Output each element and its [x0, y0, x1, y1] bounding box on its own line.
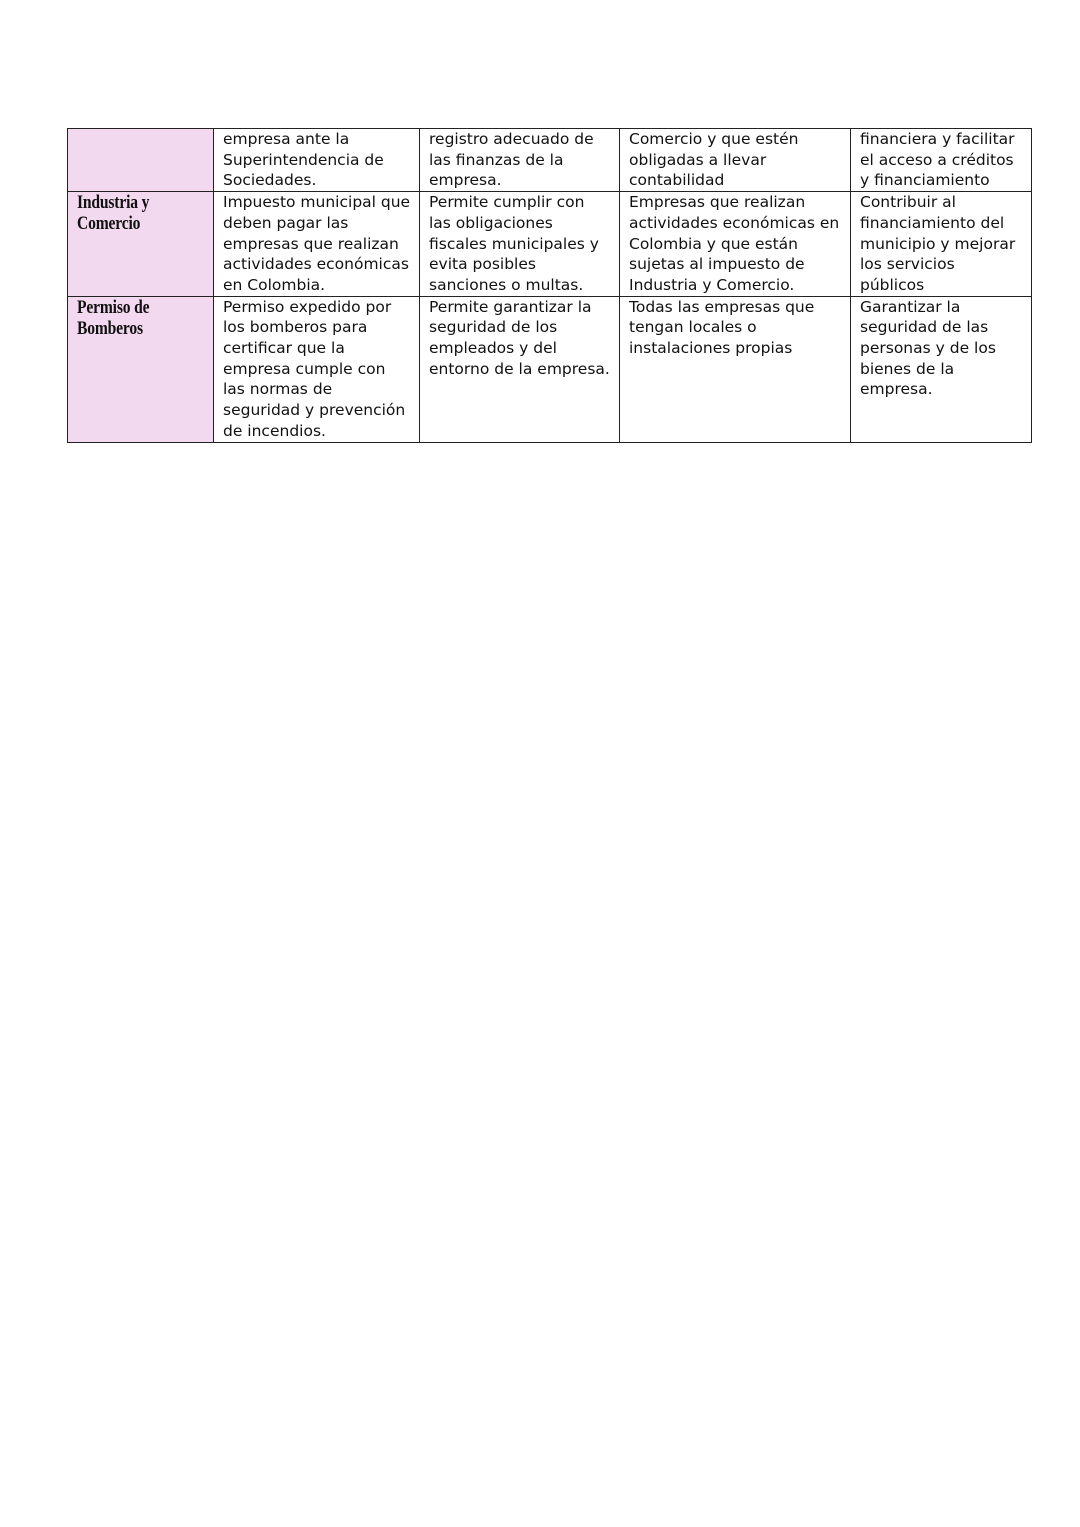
- row-header: [68, 192, 214, 297]
- table-row: [68, 296, 1032, 442]
- table-cell-applies-to: Todas las empresas que tengan locales o instalaciones propias: [620, 296, 851, 442]
- table-row: [68, 192, 1032, 297]
- table-cell-objective: financiera y facilitar el acceso a créditos y financiamiento: [851, 129, 1032, 192]
- table-cell-description: empresa ante la Superintendencia de Sociedades.: [214, 129, 420, 192]
- table-cell-purpose: registro adecuado de las finanzas de la empresa.: [420, 129, 620, 192]
- requirements-table: [67, 128, 1032, 443]
- row-header-label: Industria y Comercio: [77, 192, 150, 235]
- row-header: [68, 129, 214, 192]
- table-cell-purpose: Permite cumplir con las obligaciones fiscales municipales y evita posibles sanciones o multas.: [420, 192, 620, 297]
- table-cell-description: Impuesto municipal que deben pagar las empresas que realizan actividades económicas en Colombia.: [214, 192, 420, 297]
- table-cell-purpose: Permite garantizar la seguridad de los empleados y del entorno de la empresa.: [420, 296, 620, 442]
- table-cell-objective: Garantizar la seguridad de las personas y de los bienes de la empresa.: [851, 296, 1032, 442]
- table-row: [68, 129, 1032, 192]
- row-header: [68, 296, 214, 442]
- table-cell-applies-to: Comercio y que estén obligadas a llevar contabilidad: [620, 129, 851, 192]
- table-cell-applies-to: Empresas que realizan actividades económicas en Colombia y que están sujetas al impuesto de Industria y Comercio.: [620, 192, 851, 297]
- row-header-label: Permiso de Bomberos: [77, 296, 150, 339]
- table-cell-objective: Contribuir al financiamiento del municipio y mejorar los servicios públicos: [851, 192, 1032, 297]
- table-cell-description: Permiso expedido por los bomberos para certificar que la empresa cumple con las normas de seguridad y prevención de incendios.: [214, 296, 420, 442]
